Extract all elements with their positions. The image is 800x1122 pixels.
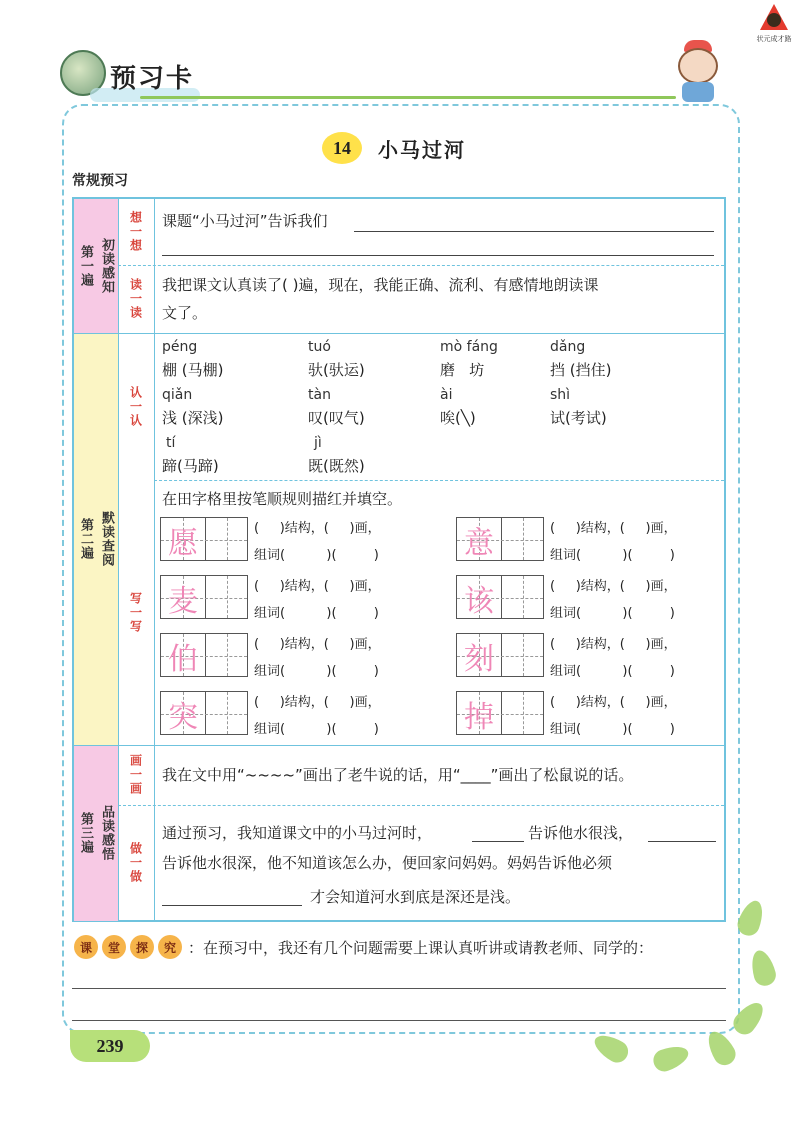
- vocab-word: 唉(╲): [440, 409, 476, 427]
- leaf-decoration: [748, 948, 779, 988]
- logo-text: 状元成才路: [756, 35, 792, 43]
- structure-blank[interactable]: ( )结构，( )画，: [550, 695, 677, 710]
- row-divider: [118, 805, 724, 806]
- structure-blank[interactable]: ( )结构，( )画，: [550, 521, 677, 536]
- write-instruction: 在田字格里按笔顺规则描红并填空。: [162, 490, 403, 508]
- word-blank[interactable]: 组词( )( ): [254, 722, 379, 737]
- trace-character: 愿: [168, 526, 198, 561]
- tianzige-grid[interactable]: [456, 517, 544, 561]
- structure-blank[interactable]: ( )结构，( )画，: [550, 637, 677, 652]
- explore-prompt: ：在预习中，我还有几个问题需要上课认真听讲或请教老师、同学的：: [188, 938, 654, 957]
- tianzige-grid[interactable]: [160, 575, 248, 619]
- think-prompt: 课题“小马过河”告诉我们: [162, 212, 328, 230]
- tianzige-grid[interactable]: [160, 633, 248, 677]
- pass-third-desc: 品读感悟: [99, 805, 114, 861]
- pinyin: ài: [440, 387, 453, 403]
- word-blank[interactable]: 组词( )( ): [550, 606, 675, 621]
- activity-recognize: 认一认: [128, 385, 143, 428]
- vocab-word: 蹄(马蹄): [162, 457, 219, 475]
- preview-table: [72, 197, 726, 922]
- row-divider: [74, 333, 724, 334]
- pass-first: [74, 199, 118, 333]
- trace-character: 该: [464, 584, 494, 619]
- word-blank[interactable]: 组词( )( ): [550, 548, 675, 563]
- vocab-word: 叹(叹气): [308, 409, 365, 427]
- pinyin: péng: [162, 339, 198, 355]
- page-number: 239: [70, 1030, 150, 1062]
- answer-line[interactable]: [354, 231, 714, 232]
- lesson-heading: [322, 132, 466, 164]
- draw-instruction: 我在文中用“~~~~”画出了老牛说的话，用“____”画出了松鼠说的话。: [162, 766, 634, 784]
- activity-write: 写一写: [128, 591, 143, 634]
- word-blank[interactable]: 组词( )( ): [254, 664, 379, 679]
- section-label: 常规预习: [72, 173, 128, 189]
- do-line-2: 告诉他水很深，他不知道该怎么办，便回家问妈妈。妈妈告诉他必须: [162, 854, 613, 872]
- pinyin: shì: [550, 387, 571, 403]
- vocab-word: 浅 (深浅): [162, 409, 224, 427]
- activity-think: 想一想: [128, 211, 143, 253]
- answer-line[interactable]: [162, 255, 714, 256]
- vocab-word: 驮(驮运): [308, 361, 365, 379]
- explore-badge: 堂: [102, 935, 126, 959]
- word-blank[interactable]: 组词( )( ): [550, 664, 675, 679]
- pinyin: tí: [166, 435, 176, 451]
- answer-line[interactable]: [72, 988, 726, 989]
- answer-line[interactable]: [72, 1020, 726, 1021]
- trace-character: 意: [464, 526, 494, 561]
- explore-badge: 课: [74, 935, 98, 959]
- classroom-exploration: [74, 935, 653, 959]
- pinyin: mò fáng: [440, 339, 498, 355]
- trace-character: 麦: [168, 584, 198, 619]
- pass-first-desc: 初读感知: [99, 238, 114, 294]
- explore-badge: 探: [130, 935, 154, 959]
- word-blank[interactable]: 组词( )( ): [550, 722, 675, 737]
- structure-blank[interactable]: ( )结构，( )画，: [254, 579, 381, 594]
- leaf-decoration: [590, 1029, 632, 1066]
- read-line-2: 文了。: [162, 304, 208, 322]
- trace-character: 掉: [464, 700, 494, 735]
- pinyin: qiǎn: [162, 387, 193, 403]
- pass-first-label: 第一遍: [78, 245, 93, 287]
- pinyin: tàn: [308, 387, 331, 403]
- structure-blank[interactable]: ( )结构，( )画，: [254, 521, 381, 536]
- cow-mascot-icon: [670, 40, 726, 102]
- trace-character: 伯: [168, 642, 198, 677]
- row-divider: [74, 745, 724, 746]
- pinyin: jì: [314, 435, 322, 451]
- pinyin: tuó: [308, 339, 331, 355]
- pass-second-label: 第二遍: [78, 518, 93, 560]
- pass-second-desc: 默读查阅: [99, 511, 114, 567]
- structure-blank[interactable]: ( )结构，( )画，: [550, 579, 677, 594]
- word-blank[interactable]: 组词( )( ): [254, 548, 379, 563]
- tianzige-grid[interactable]: [160, 517, 248, 561]
- vocab-word: 试(考试): [550, 409, 607, 427]
- pass-second: [74, 333, 118, 745]
- tianzige-grid[interactable]: [160, 691, 248, 735]
- vocab-word: 磨 坊: [440, 361, 485, 379]
- answer-line[interactable]: [472, 841, 524, 842]
- tianzige-grid[interactable]: [456, 691, 544, 735]
- answer-line[interactable]: [162, 905, 302, 906]
- vocab-word: 棚 (马棚): [162, 361, 224, 379]
- tianzige-grid[interactable]: [456, 575, 544, 619]
- structure-blank[interactable]: ( )结构，( )画，: [254, 637, 381, 652]
- logo-figure-icon: [767, 13, 781, 27]
- trace-character: 刻: [464, 642, 494, 677]
- read-line-1: 我把课文认真读了( )遍，现在，我能正确、流利、有感情地朗读课: [162, 276, 599, 294]
- vocab-word: 既(既然): [308, 457, 365, 475]
- do-line-1a: 通过预习，我知道课文中的小马过河时，: [162, 824, 433, 842]
- row-divider: [154, 480, 724, 481]
- table-divider: [154, 199, 155, 920]
- trace-character: 突: [168, 700, 198, 735]
- answer-line[interactable]: [648, 841, 716, 842]
- lesson-title: 小马过河: [378, 137, 466, 162]
- pinyin: dǎng: [550, 339, 586, 355]
- publisher-logo: [752, 4, 796, 48]
- vocab-word: 挡 (挡住): [550, 361, 612, 379]
- row-divider: [118, 265, 724, 266]
- do-line-1b: 告诉他水很浅，: [528, 824, 634, 842]
- header-rule: [140, 96, 676, 99]
- do-line-3: 才会知道河水到底是深还是浅。: [310, 888, 521, 906]
- word-blank[interactable]: 组词( )( ): [254, 606, 379, 621]
- leaf-decoration: [650, 1042, 691, 1075]
- activity-read: 读一读: [128, 278, 143, 320]
- explore-badge: 究: [158, 935, 182, 959]
- pass-third: [74, 745, 118, 921]
- pass-third-label: 第三遍: [78, 812, 93, 854]
- activity-draw: 画一画: [128, 754, 143, 796]
- activity-do: 做一做: [128, 842, 143, 884]
- lesson-number-badge: 14: [322, 132, 362, 164]
- tianzige-grid[interactable]: [456, 633, 544, 677]
- structure-blank[interactable]: ( )结构，( )画，: [254, 695, 381, 710]
- page-title: 预习卡: [110, 64, 195, 94]
